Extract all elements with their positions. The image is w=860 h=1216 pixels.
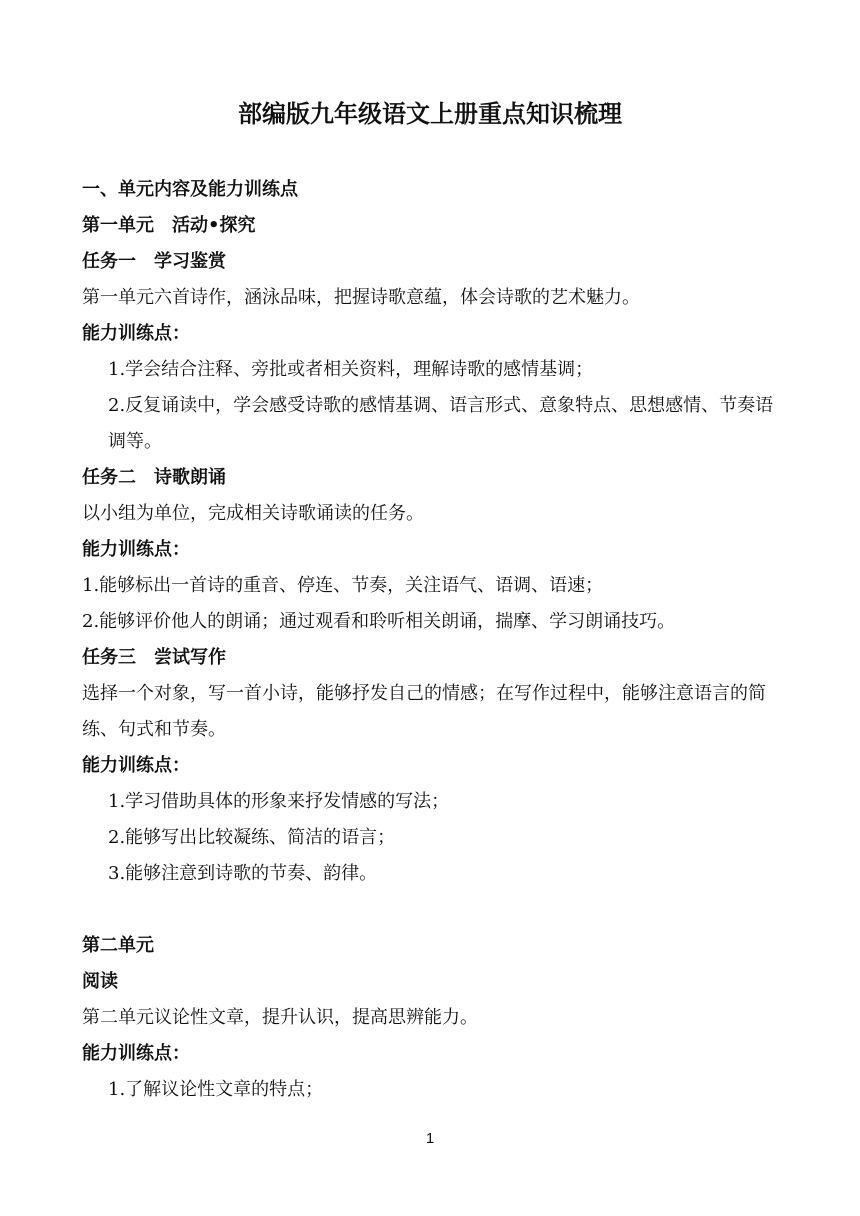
section-heading: 阅读	[82, 971, 118, 992]
section-heading: 第二单元	[82, 935, 154, 956]
section-heading: 第一单元 活动•探究	[82, 215, 256, 236]
paragraph: 3.能够注意到诗歌的节奏、韵律。	[108, 863, 378, 884]
section-heading: 任务三 尝试写作	[82, 647, 226, 668]
paragraph: 第二单元议论性文章，提升认识，提高思辨能力。	[82, 1007, 478, 1028]
paragraph: 2.能够评价他人的朗诵；通过观看和聆听相关朗诵，揣摩、学习朗诵技巧。	[82, 611, 676, 632]
paragraph: 1.能够标出一首诗的重音、停连、节奏，关注语气、语调、语速；	[82, 575, 604, 596]
section-heading: 能力训练点：	[82, 539, 190, 560]
section-heading: 任务二 诗歌朗诵	[82, 467, 226, 488]
paragraph: 以小组为单位，完成相关诗歌诵读的任务。	[82, 503, 424, 524]
paragraph: 第一单元六首诗作，涵泳品味，把握诗歌意蕴，体会诗歌的艺术魅力。	[82, 287, 640, 308]
section-heading: 能力训练点：	[82, 1043, 190, 1064]
paragraph: 1.学会结合注释、旁批或者相关资料，理解诗歌的感情基调；	[108, 359, 594, 380]
paragraph: 1.了解议论性文章的特点；	[108, 1079, 324, 1100]
blank-line	[82, 892, 782, 928]
paragraph: 2.能够写出比较凝练、简洁的语言；	[108, 827, 396, 848]
paragraph: 1.学习借助具体的形象来抒发情感的写法；	[108, 791, 450, 812]
document-body	[82, 172, 782, 1108]
paragraph: 选择一个对象，写一首小诗，能够抒发自己的情感；在写作过程中，能够注意语言的简练、句式和节奏。	[82, 683, 766, 740]
section-heading: 一、单元内容及能力训练点	[82, 179, 298, 200]
section-heading: 能力训练点：	[82, 755, 190, 776]
document-title: 部编版九年级语文上册重点知识梳理	[238, 100, 622, 128]
section-heading: 任务一 学习鉴赏	[82, 251, 226, 272]
section-heading: 能力训练点：	[82, 323, 190, 344]
page-number: 1	[425, 1130, 435, 1147]
paragraph: 2.反复诵读中，学会感受诗歌的感情基调、语言形式、意象特点、思想感情、节奏语调等。	[108, 395, 774, 452]
